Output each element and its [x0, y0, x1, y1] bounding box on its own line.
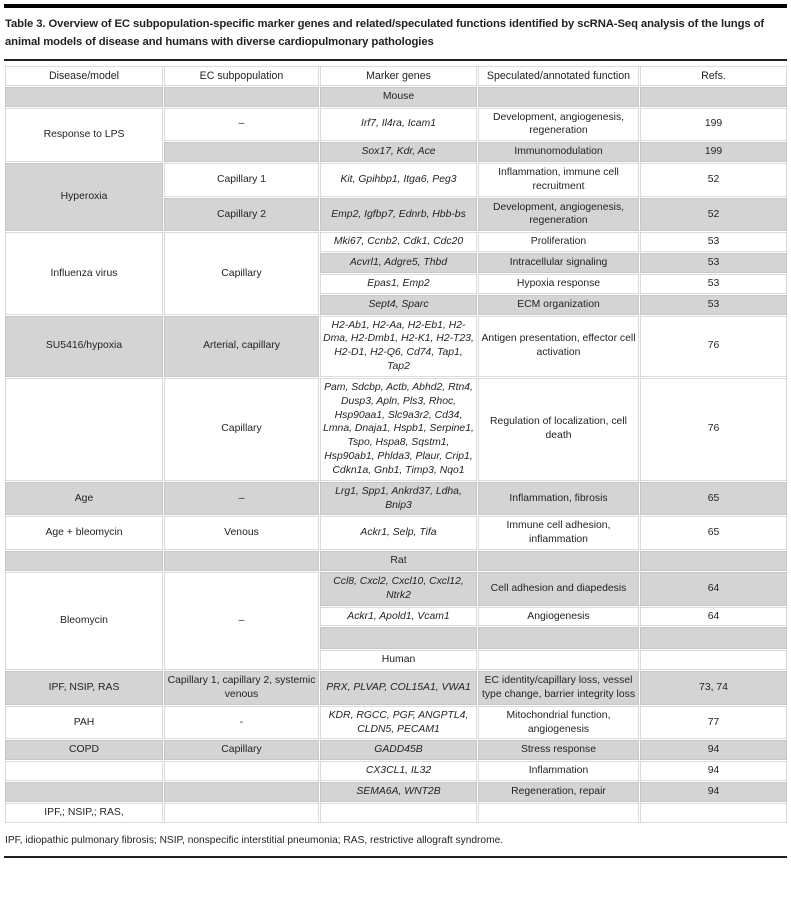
- table-body: [5, 86, 788, 823]
- cell-markers: Emp2, Igfbp7, Ednrb, Hbb-bs: [320, 197, 478, 232]
- cell-refs: 94: [640, 761, 788, 782]
- section-spacer-refs: [640, 650, 788, 671]
- section-row-rat: [5, 551, 788, 572]
- cell-disease: [5, 377, 164, 481]
- cell-markers: CX3CL1, IL32: [320, 761, 478, 782]
- cell-subpopulation: [164, 761, 320, 782]
- section-label-rat: Rat: [320, 551, 478, 572]
- cell-subpopulation: Capillary 1, capillary 2, systemic venous: [164, 671, 320, 706]
- cell-refs: 53: [640, 273, 788, 294]
- cell-function: Immunomodulation: [478, 142, 640, 163]
- cell-markers: Epas1, Emp2: [320, 273, 478, 294]
- cell-refs: 199: [640, 107, 788, 142]
- table-row: [5, 315, 788, 377]
- data-table: [4, 65, 788, 824]
- table-row-abbrev: [5, 802, 788, 823]
- cell-refs: 94: [640, 782, 788, 803]
- cell-markers: PRX, PLVAP, COL15A1, VWA1: [320, 671, 478, 706]
- cell-markers: Mki67, Ccnb2, Cdk1, Cdc20: [320, 232, 478, 253]
- cell-markers: H2-Ab1, H2-Aa, H2-Eb1, H2-Dma, H2-Dmb1, H2-K1, H2-T23, H2-D1, H2-Q6, Cd74, Tap1, Tap2: [320, 315, 478, 377]
- cell-subpopulation: Capillary 1: [164, 162, 320, 197]
- section-spacer-function: [478, 86, 640, 107]
- cell-function: Mitochondrial function, angiogenesis: [478, 705, 640, 740]
- cell-markers: GADD45B: [320, 740, 478, 761]
- table-row: [5, 162, 788, 197]
- cell-function: Immune cell adhesion, inflammation: [478, 516, 640, 551]
- cell-disease: SU5416/hypoxia: [5, 315, 164, 377]
- table-row: [5, 516, 788, 551]
- column-header-function: Speculated/annotated function: [478, 65, 640, 86]
- cell-subpopulation: Capillary: [164, 232, 320, 315]
- cell-refs: 73, 74: [640, 671, 788, 706]
- cell-refs: [640, 627, 788, 650]
- cell-function: Proliferation: [478, 232, 640, 253]
- cell-disease: Age: [5, 481, 164, 516]
- cell-function: [478, 627, 640, 650]
- cell-markers: Sept4, Sparc: [320, 294, 478, 315]
- cell-markers: Sox17, Kdr, Ace: [320, 142, 478, 163]
- cell-subpopulation: Venous: [164, 516, 320, 551]
- cell-function: Hypoxia response: [478, 273, 640, 294]
- column-header-refs: Refs.: [640, 65, 788, 86]
- section-spacer-disease: [5, 86, 164, 107]
- header-row: [5, 65, 788, 86]
- table-page: [0, 4, 791, 904]
- cell-function: Intracellular signaling: [478, 253, 640, 274]
- cell-subpopulation: Arterial, capillary: [164, 315, 320, 377]
- column-header-markers: Marker genes: [320, 65, 478, 86]
- cell-subpopulation: -: [164, 705, 320, 740]
- cell-disease: Response to LPS: [5, 107, 164, 162]
- table-row: [5, 571, 788, 606]
- cell-function: Inflammation: [478, 761, 640, 782]
- cell-refs: 94: [640, 740, 788, 761]
- cell-markers: SEMA6A, WNT2B: [320, 782, 478, 803]
- section-label-mouse: Mouse: [320, 86, 478, 107]
- table-row: [5, 782, 788, 803]
- cell-disease: IPF,; NSIP,; RAS,: [5, 802, 164, 823]
- cell-markers: Acvrl1, Adgre5, Thbd: [320, 253, 478, 274]
- cell-refs: 76: [640, 315, 788, 377]
- section-label-human: Human: [320, 650, 478, 671]
- cell-refs: 199: [640, 142, 788, 163]
- cell-function: [478, 802, 640, 823]
- cell-markers: KDR, RGCC, PGF, ANGPTL4, CLDN5, PECAM1: [320, 705, 478, 740]
- cell-subpopulation: Capillary: [164, 377, 320, 481]
- section-row-mouse: [5, 86, 788, 107]
- cell-markers: Ccl8, Cxcl2, Cxcl10, Cxcl12, Ntrk2: [320, 571, 478, 606]
- cell-subpopulation: Capillary: [164, 740, 320, 761]
- cell-markers: [320, 627, 478, 650]
- column-header-disease: Disease/model: [5, 65, 164, 86]
- cell-refs: 65: [640, 516, 788, 551]
- bottom-rule: [4, 856, 787, 858]
- cell-disease: [5, 761, 164, 782]
- cell-function: Inflammation, fibrosis: [478, 481, 640, 516]
- cell-subpopulation: [164, 802, 320, 823]
- cell-refs: 64: [640, 606, 788, 627]
- cell-refs: 64: [640, 571, 788, 606]
- cell-markers: Ackr1, Apold1, Vcam1: [320, 606, 478, 627]
- table-row: [5, 232, 788, 253]
- cell-refs: 52: [640, 162, 788, 197]
- cell-function: Angiogenesis: [478, 606, 640, 627]
- cell-refs: 53: [640, 253, 788, 274]
- cell-subpopulation: [164, 142, 320, 163]
- cell-refs: 52: [640, 197, 788, 232]
- cell-subpopulation: –: [164, 107, 320, 142]
- cell-refs: 53: [640, 294, 788, 315]
- cell-disease: Age + bleomycin: [5, 516, 164, 551]
- table-footnote: IPF, idiopathic pulmonary fibrosis; NSIP, nonspecific interstitial pneumonia; RAS, restrictive allograft syndrome.: [5, 834, 504, 846]
- cell-function: Development, angiogenesis, regeneration: [478, 197, 640, 232]
- section-spacer-disease: [5, 551, 164, 572]
- cell-function: EC identity/capillary loss, vessel type change, barrier integrity loss: [478, 671, 640, 706]
- cell-markers: Kit, Gpihbp1, Itga6, Peg3: [320, 162, 478, 197]
- table-row: [5, 740, 788, 761]
- cell-refs: 65: [640, 481, 788, 516]
- table-row: [5, 671, 788, 706]
- table-header: [5, 65, 788, 86]
- table-row: [5, 377, 788, 481]
- cell-markers: [320, 802, 478, 823]
- cell-refs: [640, 802, 788, 823]
- cell-function: Regulation of localization, cell death: [478, 377, 640, 481]
- cell-function: Stress response: [478, 740, 640, 761]
- cell-markers: Ackr1, Selp, Tifa: [320, 516, 478, 551]
- cell-refs: 77: [640, 705, 788, 740]
- table-row: [5, 705, 788, 740]
- cell-function: Regeneration, repair: [478, 782, 640, 803]
- table-row: [5, 761, 788, 782]
- cell-disease: Bleomycin: [5, 571, 164, 670]
- cell-refs: 76: [640, 377, 788, 481]
- table-caption: Table 3. Overview of EC subpopulation-specific marker genes and related/speculated functions identified by scRNA-Seq analysis of the lungs of animal models of disease and humans with diverse cardiopulmonary pathologies: [5, 18, 765, 49]
- table-row: [5, 107, 788, 142]
- cell-subpopulation: –: [164, 571, 320, 670]
- cell-disease: [5, 782, 164, 803]
- cell-function: Development, angiogenesis, regeneration: [478, 107, 640, 142]
- cell-disease: PAH: [5, 705, 164, 740]
- section-spacer-function: [478, 551, 640, 572]
- cell-subpopulation: Capillary 2: [164, 197, 320, 232]
- cell-subpopulation: –: [164, 481, 320, 516]
- cell-disease: COPD: [5, 740, 164, 761]
- cell-disease: Influenza virus: [5, 232, 164, 315]
- section-spacer-subpopulation: [164, 86, 320, 107]
- caption-rule: [4, 59, 787, 61]
- section-spacer-subpopulation: [164, 551, 320, 572]
- cell-markers: Irf7, Il4ra, Icam1: [320, 107, 478, 142]
- cell-disease: Hyperoxia: [5, 162, 164, 231]
- cell-refs: 53: [640, 232, 788, 253]
- cell-function: Cell adhesion and diapedesis: [478, 571, 640, 606]
- cell-function: Inflammation, immune cell recruitment: [478, 162, 640, 197]
- cell-markers: Pam, Sdcbp, Actb, Abhd2, Rtn4, Dusp3, Apln, Pls3, Rhoc, Hsp90aa1, Slc9a3r2, Cd34, Lmna, Dnaja1, Hspb1, Serpine1, Tspo, Hspa8, Sqstm1, Hsp90ab1, Phlda3, Plaur, Crip1, Cdkn1a, Gnb1, Timp3, Nqo1: [320, 377, 478, 481]
- table-row: [5, 481, 788, 516]
- cell-function: ECM organization: [478, 294, 640, 315]
- cell-markers: Lrg1, Spp1, Ankrd37, Ldha, Bnip3: [320, 481, 478, 516]
- section-spacer-refs: [640, 551, 788, 572]
- cell-function: Antigen presentation, effector cell activation: [478, 315, 640, 377]
- column-header-subpopulation: EC subpopulation: [164, 65, 320, 86]
- cell-disease: IPF, NSIP, RAS: [5, 671, 164, 706]
- section-spacer-function: [478, 650, 640, 671]
- cell-subpopulation: [164, 782, 320, 803]
- section-spacer-refs: [640, 86, 788, 107]
